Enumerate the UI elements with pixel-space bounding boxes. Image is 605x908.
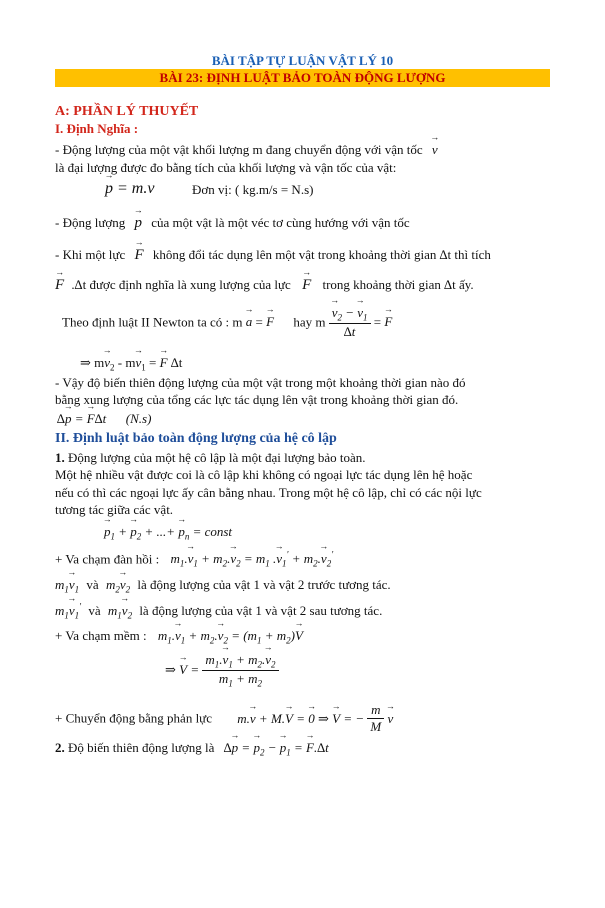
conservation-item-1: 1. Động lượng của một hệ cô lập là một đại lượng bảo toàn. bbox=[55, 450, 366, 465]
isolated-system-line-3: tương tác giữa các vật. bbox=[55, 502, 174, 517]
isolated-system-line-2: nếu có thì các ngoại lực ấy cân bằng nhau. Trong một hệ cô lập, chỉ có các nội lực bbox=[55, 485, 482, 500]
inelastic-result: ⇒ → V = $\frac{m_1.\to v_1 + m_2.\to v_2}{m_1 + m_2}$ bbox=[165, 652, 279, 688]
momentum-vector-line: - Động lượng → p của một vật là một véc tơ cùng hướng với vận tốc bbox=[55, 215, 410, 232]
recoil-line: + Chuyển động bằng phản lực m.→ v + M.→ V = → 0 ⇒ → V = − $\frac{m}{M}$ → v bbox=[55, 702, 393, 735]
definition-line-2: là đại lượng được đo bằng tích của khối lượng và vận tốc của vật: bbox=[55, 160, 397, 175]
unit-text: Đơn vị: ( kg.m/s = N.s) bbox=[192, 182, 314, 197]
lesson-title: BÀI 23: ĐỊNH LUẬT BẢO TOÀN ĐỘNG LƯỢNG bbox=[159, 70, 446, 85]
conclusion-line-2: bằng xung lượng của tổng các lực tác dụng lên vật trong khoảng thời gian đó. bbox=[55, 392, 459, 407]
momentum-change-item: 2. Độ biến thiên động lượng là ∆→ p = → $p_2$ − → $p_1$ = → F.∆t bbox=[55, 740, 329, 758]
conclusion-line-1: - Vậy độ biến thiên động lượng của một vật trong một khoảng thời gian nào đó bbox=[55, 375, 466, 390]
newton-line: Theo định luật II Newton ta có : m → a = → F hay m → $\frac{v_2 - \to v_1}{\Delta t}$ = → F bbox=[62, 305, 392, 340]
velocity-symbol: → v bbox=[432, 142, 438, 158]
definition-line-1: - Động lượng của một vật khối lượng m đang chuyển động với vận tốc → v bbox=[55, 142, 438, 158]
impulse-line-2: → F .∆t được định nghĩa là xung lượng của lực → F trong khoảng thời gian ∆t ấy. bbox=[55, 277, 474, 294]
conservation-heading: II. Định luật bảo toàn động lượng của hệ cô lập bbox=[55, 431, 337, 446]
momentum-formula: → p = m.v bbox=[105, 180, 154, 198]
section-a-heading: A: PHẦN LÝ THUYẾT bbox=[55, 104, 199, 119]
impulse-line-1: - Khi một lực → F không đổi tác dụng lên một vật trong khoảng thời gian ∆t thì tích bbox=[55, 247, 491, 264]
momentum-change-line: ⇒ $m\to v_2 - m\to v_1$ = → F ∆t bbox=[80, 355, 182, 373]
after-interaction-line: $m_1\to v_1'$ và $m_1\to v_2$ là động lượng của vật 1 và vật 2 sau tương tác. bbox=[55, 602, 382, 621]
conservation-formula: → $p_1$ + → $p_2$ + ...+ → $p_n$ = const bbox=[104, 524, 232, 542]
inelastic-collision-line: + Va chạm mềm : $m_1.\to v_1 + m_2.\to v_2 = (m_1 + m_2)\to V$ bbox=[55, 628, 303, 646]
isolated-system-line-1: Một hệ nhiều vật được coi là cô lập khi không có ngoại lực tác dụng lên hệ hoặc bbox=[55, 467, 473, 482]
definition-heading: I. Định Nghĩa : bbox=[55, 121, 139, 136]
impulse-formula: ∆→ p = → F∆t (N.s) bbox=[57, 411, 151, 427]
document-title: BÀI TẬP TỰ LUẬN VẬT LÝ 10 bbox=[211, 53, 394, 68]
before-interaction-line: $m_1\to v_1$ và $m_2\to v_2$ là động lượng của vật 1 và vật 2 trước tương tác. bbox=[55, 577, 391, 595]
elastic-collision-line: + Va chạm đàn hồi : $m_1.\to v_1 + m_2.\to v_2 = m_1$ .→ $v_1' + m_2.\to v_2'$ bbox=[55, 550, 333, 569]
